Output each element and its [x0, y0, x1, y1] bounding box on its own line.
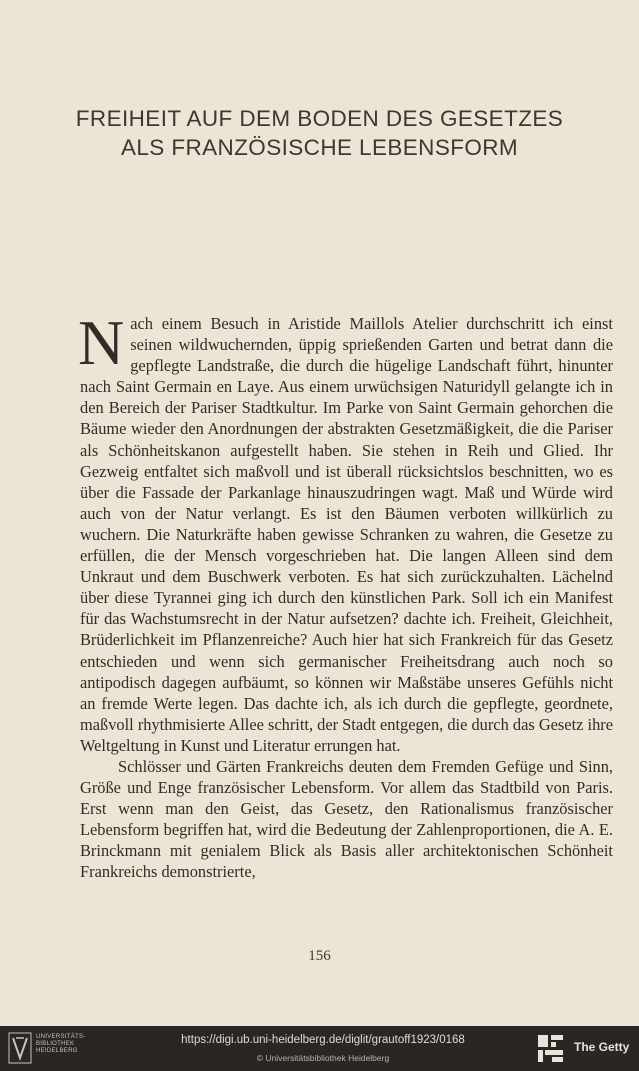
title-line-2: ALS FRANZÖSISCHE LEBENSFORM: [120, 135, 519, 160]
page-title: [0, 104, 639, 162]
paragraph-1-text: ach einem Besuch in Aristide Maillols Atelier durchschritt ich einst seinen wildwuchernden, üppig sprießenden Garten und betrat dann die gepflegte Landstraße, die durch die hügelige Landschaft führt, hinunter nach Saint Germain en Laye. Aus einem urwüchsigen Naturidyll gelangte ich in den Bereich der Pariser Stadtkultur. Im Parke von Saint Germain gehorchen die Bäume wieder den Anordnungen der abstrakten Gesetzmäßigkeit, die die Pariser als Schönheitskanon aufgestellt haben. Sie stehen in Reih und Glied. Ihr Gezweig entfaltet sich maßvoll und ist überall rücksichtslos beschnitten, wo es über die Fassade der Parkanlage hinauszudringen wagt. Maß und Würde wird auch von der Natur verlangt. Es ist den Bäumen verboten willkürlich zu wuchern. Die Naturkräfte haben gewisse Schranken zu wahren, die Gesetze zu erfüllen, die der Mensch vorgeschrieben hat. Die langen Alleen sind dem Unkraut und dem Buschwerk verboten. Es hat sich zurückzuhalten. Lächelnd über diese Tyrannei ging ich durch den künstlichen Park. Soll ich ein Manifest für das Wachstumsrecht in der Natur aufsetzen? dachte ich. Freiheit, Gleichheit, Brüderlichkeit im Pflanzenreiche? Auch hier hat sich Frankreich für das Gesetz entschieden und wenn sich germanischer Freiheitsdrang auch noch so antipodisch dagegen aufbäumt, so können wir Maßstäbe unseres Gefühls nicht an fremde Werte legen. Das dachte ich, als ich durch die gepflegte, geordnete, maßvoll rhythmisierte Allee schritt, der Stadt entgegen, die durch das Gesetz ihre Weltgeltung in Kunst und Literatur errungen hat.: [80, 314, 613, 755]
page-number: 156: [308, 948, 331, 964]
body-text: [78, 307, 613, 883]
getty-logo-icon: [537, 1034, 565, 1064]
copyright-notice: © Universitätsbibliothek Heidelberg: [256, 1053, 390, 1063]
drop-cap: N: [78, 307, 125, 378]
permalink-url[interactable]: https://digi.ub.uni-heidelberg.de/diglit/grautoff1923/0168: [181, 1034, 465, 1046]
library-name: [36, 1034, 86, 1055]
library-name-line-2: BIBLIOTHEK: [36, 1041, 75, 1047]
paragraph-1: [78, 307, 613, 756]
getty-label: The Getty: [574, 1040, 630, 1054]
heidelberg-library-logo-icon: [8, 1032, 32, 1064]
library-name-line-3: HEIDELBERG: [36, 1048, 78, 1054]
title-line-1: FREIHEIT AUF DEM BODEN DES GESETZES: [75, 106, 564, 131]
library-name-line-1: UNIVERSITÄTS-: [36, 1034, 86, 1040]
paragraph-2: Schlösser und Gärten Frankreichs deuten dem Fremden Gefüge und Sinn, Größe und Enge französischer Lebensform. Vor allem das Stadtbild von Paris. Erst wenn man den Geist, das Gesetz, den Rationalismus französischer Lebensform begriffen hat, wird die Bedeutung der Zahlenproportionen, die A. E. Brinckmann mit genialem Blick als Basis aller architektonischen Schönheit Frankreichs demonstrierte,: [80, 756, 613, 882]
viewer-footer: [0, 1026, 639, 1071]
